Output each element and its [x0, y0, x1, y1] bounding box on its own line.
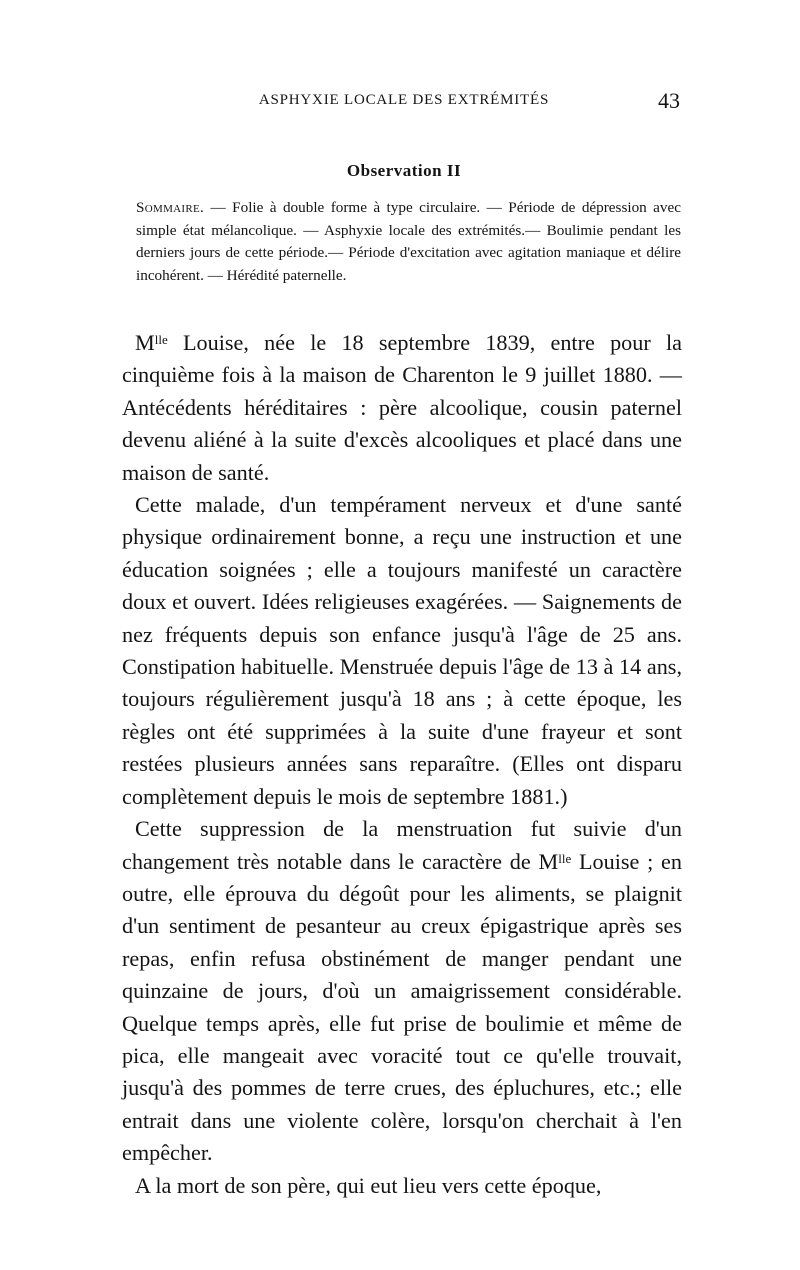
- p1-prefix: M: [135, 330, 155, 355]
- paragraph-1: [122, 327, 682, 489]
- summary-text: — Folie à double forme à type circulaire. — Période de dépression avec simple état mélancolique. — Asphyxie locale des extrémités.— Boulimie pendant les derniers jours de cette période.— Période d'excitation avec agitation maniaque et délire incohérent. — Hérédité paternelle.: [136, 199, 682, 284]
- running-head: [128, 88, 680, 122]
- observation-title: Observation II: [346, 161, 462, 180]
- running-title: ASPHYXIE LOCALE DES EXTRÉMITÉS: [258, 92, 550, 108]
- p1-superscript: lle: [154, 332, 168, 347]
- summary-paragraph: [136, 197, 681, 287]
- body-text: [122, 327, 682, 1202]
- page-number: 43: [658, 88, 680, 113]
- p3-after: Louise ; en outre, elle éprouva du dégoût pour les aliments, se plaignit d'un sentiment de pesanteur au creux épigastrique après ses repas, enfin refusa obstinément de manger pendant une quinzaine de jours, d'où un amaigrissement considérable. Quelque temps après, elle fut prise de boulimie et même de pica, elle mangeait avec voracité tout ce qu'elle trouvait, jusqu'à des pommes de terre crues, des épluchures, etc.; elle entrait dans une violente colère, lorsqu'on cherchait à l'en empêcher.: [122, 848, 682, 1166]
- p1-text: Louise, née le 18 septembre 1839, entre pour la cinquième fois à la maison de Charenton le 9 juillet 1880. — Antécédents héréditaires : père alcoolique, cousin paternel devenu aliéné à la suite d'excès alcooliques et placé dans une maison de santé.: [122, 330, 682, 485]
- p3-before: Cette suppression de la menstruation fut suivie d'un changement très notable dans le caractère de M: [122, 816, 682, 874]
- paragraph-4: A la mort de son père, qui eut lieu vers cette époque,: [135, 1172, 602, 1198]
- p3-superscript: lle: [558, 850, 572, 866]
- summary-label: Sommaire.: [136, 199, 205, 216]
- paragraph-3: [122, 813, 682, 1169]
- paragraph-2: Cette malade, d'un tempérament nerveux et d'une santé physique ordinairement bonne, a reçu une instruction et une éducation soignées ; elle a toujours manifesté un caractère doux et ouvert. Idées religieuses exagérées. — Saignements de nez fréquents depuis son enfance jusqu'à l'âge de 25 ans. Constipation habituelle. Menstruée depuis l'âge de 13 à 14 ans, toujours régulièrement jusqu'à 18 ans ; à cette époque, les règles ont été supprimées à la suite d'une frayeur et sont restées plusieurs années sans reparaître. (Elles ont disparu complètement depuis le mois de septembre 1881.): [122, 492, 682, 809]
